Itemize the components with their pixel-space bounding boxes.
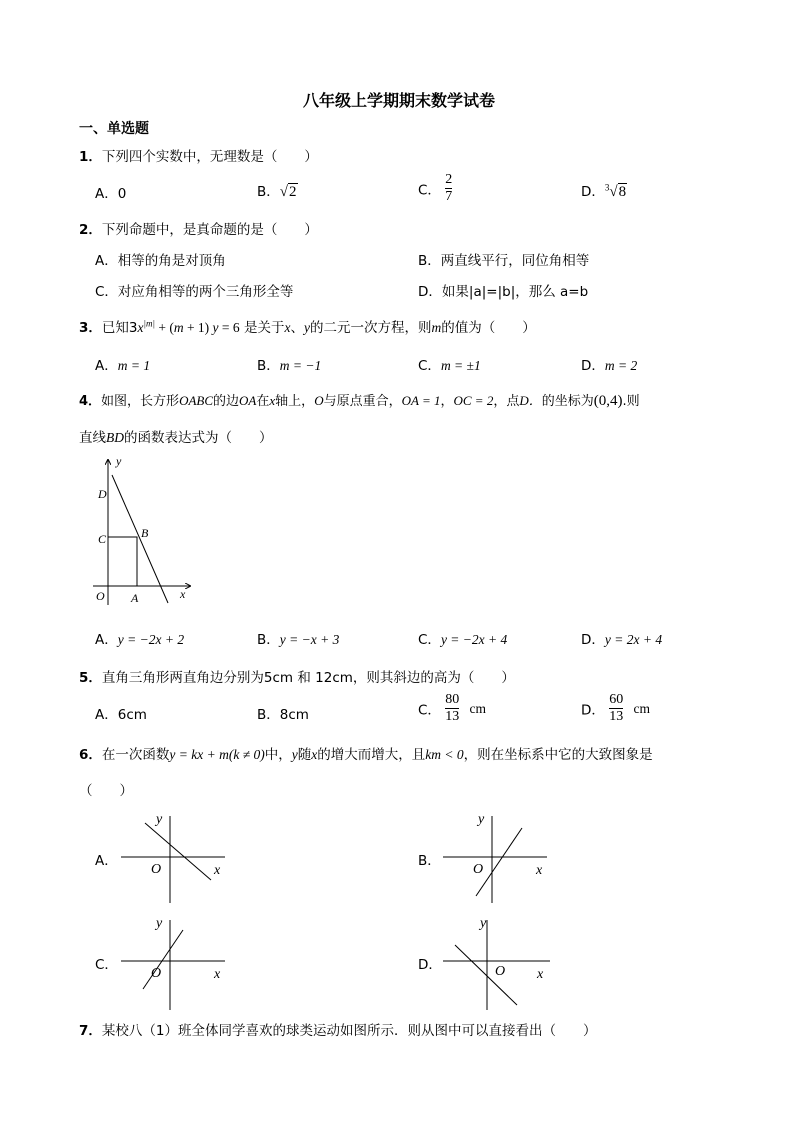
q2-option-a: A．相等的角是对顶角	[95, 253, 226, 269]
option-value: m = 1	[117, 358, 151, 373]
option-value: y = −x + 3	[279, 632, 340, 647]
question-4-stem-line1	[79, 390, 640, 410]
question-number: 4．	[79, 394, 102, 409]
var: OA = 1	[401, 393, 441, 408]
var: x	[269, 393, 276, 408]
q3-option-d	[581, 354, 637, 374]
label-c: C	[98, 532, 107, 546]
text: 直线	[79, 430, 106, 446]
option-label: A．	[95, 358, 118, 374]
question-text: 下列命题中，是真命题的是（ ）	[101, 222, 318, 238]
option-value: y = 2x + 4	[604, 632, 663, 647]
text: 如图，长方形	[101, 394, 180, 409]
q5-option-c	[418, 692, 486, 725]
label-b: B	[141, 526, 149, 540]
option-label: C．	[418, 182, 441, 199]
var: y	[212, 320, 219, 335]
label-o: O	[495, 964, 506, 979]
option-label: B．	[257, 184, 280, 200]
text: 的二元一次方程，则	[309, 320, 432, 336]
radicand: 8	[618, 184, 627, 200]
denominator: 7	[445, 189, 453, 204]
option-label: C．	[418, 702, 441, 719]
text: 已知3	[101, 320, 138, 336]
text: 在	[256, 394, 270, 409]
option-label: B．	[257, 632, 280, 648]
question-6-paren: （ ）	[79, 783, 133, 799]
question-6-stem	[79, 743, 653, 763]
fraction	[609, 692, 623, 725]
question-text: 某校八（1）班全体同学喜欢的球类运动如图所示．则从图中可以直接看出（ ）	[101, 1023, 597, 1039]
label-y: y	[478, 812, 485, 827]
q4-option-c	[418, 628, 507, 648]
option-value: m = ±1	[440, 358, 481, 373]
question-3-stem	[79, 316, 536, 336]
label-a: A	[131, 591, 139, 605]
root-index: 3	[604, 182, 610, 193]
label-o: O	[151, 862, 162, 877]
q1-option-c	[418, 172, 452, 205]
fraction	[445, 172, 452, 205]
text: 的边	[213, 394, 240, 409]
question-number: 3．	[79, 320, 102, 336]
section-heading: 一、单选题	[79, 121, 149, 137]
q2-option-b: B．两直线平行，同位角相等	[418, 253, 590, 269]
option-label: D．	[581, 358, 605, 374]
option-label: B．	[257, 358, 280, 374]
q2-option-d: D．如果|a|=|b|，那么 a=b	[418, 284, 589, 300]
function-line	[455, 945, 517, 1005]
label-o: O	[151, 966, 162, 981]
question-number: 6．	[79, 747, 102, 763]
numerator: 80	[445, 692, 460, 707]
label-o: O	[473, 862, 484, 877]
option-label: C．	[418, 632, 441, 648]
q6-option-d-label: D．	[418, 957, 442, 973]
label-y: y	[156, 916, 163, 931]
function: y = kx + m(k ≠ 0)	[169, 747, 265, 762]
cube-root-expression: √8	[609, 184, 627, 200]
label-x: x	[214, 967, 221, 982]
var: y	[291, 747, 298, 762]
q6-option-c-graph	[118, 912, 238, 1012]
option-label: A．	[95, 632, 118, 648]
q1-option-a: A．0	[95, 186, 127, 202]
q6-option-a-graph	[118, 808, 238, 904]
text: ，点	[493, 394, 520, 409]
label-y: y	[480, 916, 487, 931]
denominator: 13	[445, 709, 460, 724]
option-value: m = 2	[604, 358, 638, 373]
question-text: 下列四个实数中，无理数是（ ）	[101, 149, 318, 165]
question-number: 2．	[79, 222, 102, 238]
var: x	[284, 320, 291, 335]
text: + 1)	[183, 320, 213, 335]
text: 中，	[264, 747, 292, 763]
q2-option-c: C．对应角相等的两个三角形全等	[95, 284, 294, 300]
text: + (	[154, 320, 174, 335]
label-o: O	[96, 589, 105, 603]
text: 与原点重合，	[323, 394, 402, 409]
q4-option-b	[257, 628, 339, 648]
q6-option-b-label: B．	[418, 853, 441, 869]
var: OABC	[179, 393, 214, 408]
page-title: 八年级上学期期末数学试卷	[303, 91, 496, 110]
option-value: y = −2x + 2	[117, 632, 185, 647]
q3-option-b	[257, 354, 321, 374]
radicand: 2	[289, 184, 297, 200]
condition: km < 0	[425, 747, 464, 762]
label-y: y	[116, 455, 122, 468]
text: 的坐标为	[541, 394, 594, 409]
option-label: D．	[581, 184, 605, 200]
q6-option-d-graph	[440, 912, 560, 1012]
var: OA	[239, 393, 257, 408]
option-value: m = −1	[279, 358, 322, 373]
label-x: x	[537, 967, 544, 982]
text: 的值为（ ）	[441, 320, 536, 336]
q4-option-a	[95, 628, 184, 648]
var: BD	[106, 430, 124, 445]
question-4-stem-line2	[79, 426, 273, 446]
text: 在一次函数	[101, 747, 170, 763]
var: x	[311, 747, 318, 762]
option-value: y = −2x + 4	[440, 632, 508, 647]
text: ，	[440, 394, 454, 409]
q1-option-b	[257, 180, 298, 201]
rectangle-oabc	[108, 537, 137, 586]
var: x	[137, 320, 144, 335]
question-2-stem	[79, 218, 318, 238]
question-7-stem	[79, 1019, 597, 1039]
q6-option-a-label: A．	[95, 853, 118, 869]
text: 是关于	[243, 320, 285, 336]
var: O	[314, 393, 324, 408]
text: 轴上，	[275, 394, 315, 409]
q4-figure	[85, 455, 205, 615]
fraction	[445, 692, 459, 725]
label-d: D	[98, 487, 107, 501]
text: = 6	[218, 320, 240, 335]
text: ，则在坐标系中它的大致图象是	[463, 747, 653, 763]
var: y	[303, 320, 310, 335]
q3-option-a	[95, 354, 150, 374]
var: D．	[519, 393, 542, 408]
q1-option-d	[581, 180, 627, 201]
text: .则	[622, 394, 640, 409]
question-text: 直角三角形两直角边分别为5cm 和 12cm，则其斜边的高为（ ）	[101, 670, 515, 686]
question-number: 7．	[79, 1023, 102, 1039]
q5-option-b: B．8cm	[257, 707, 309, 723]
exponent: |m|	[143, 318, 155, 329]
var: OC = 2	[453, 393, 494, 408]
coordinate: (0,4)	[593, 393, 623, 409]
text: 、	[290, 320, 304, 336]
q6-option-b-graph	[440, 808, 560, 904]
sqrt-expression: √2	[279, 184, 297, 200]
label-x: x	[214, 863, 221, 878]
label-y: y	[156, 812, 163, 827]
text: 的函数表达式为（ ）	[124, 430, 273, 446]
question-number: 5．	[79, 670, 102, 686]
option-label: D．	[581, 632, 605, 648]
denominator: 13	[609, 709, 624, 724]
option-label: D．	[581, 702, 605, 719]
q5-option-a: A．6cm	[95, 707, 147, 723]
label-x: x	[180, 587, 186, 601]
question-1-stem	[79, 145, 318, 165]
q3-option-c	[418, 354, 481, 374]
q6-option-c-label: C．	[95, 957, 118, 973]
q4-option-d	[581, 628, 662, 648]
text: 的增大而增大，且	[317, 747, 426, 763]
numerator: 60	[609, 692, 624, 707]
label-x: x	[536, 863, 543, 878]
var: m	[431, 320, 442, 335]
question-5-stem	[79, 666, 515, 686]
var: m	[173, 320, 184, 335]
option-label: C．	[418, 358, 441, 374]
unit: cm	[469, 700, 487, 716]
text: 随	[297, 747, 312, 763]
function-line	[143, 930, 183, 989]
question-number: 1．	[79, 149, 102, 165]
q5-option-d	[581, 692, 650, 725]
line-bd	[112, 475, 168, 603]
unit: cm	[633, 700, 650, 716]
numerator: 2	[445, 172, 453, 187]
